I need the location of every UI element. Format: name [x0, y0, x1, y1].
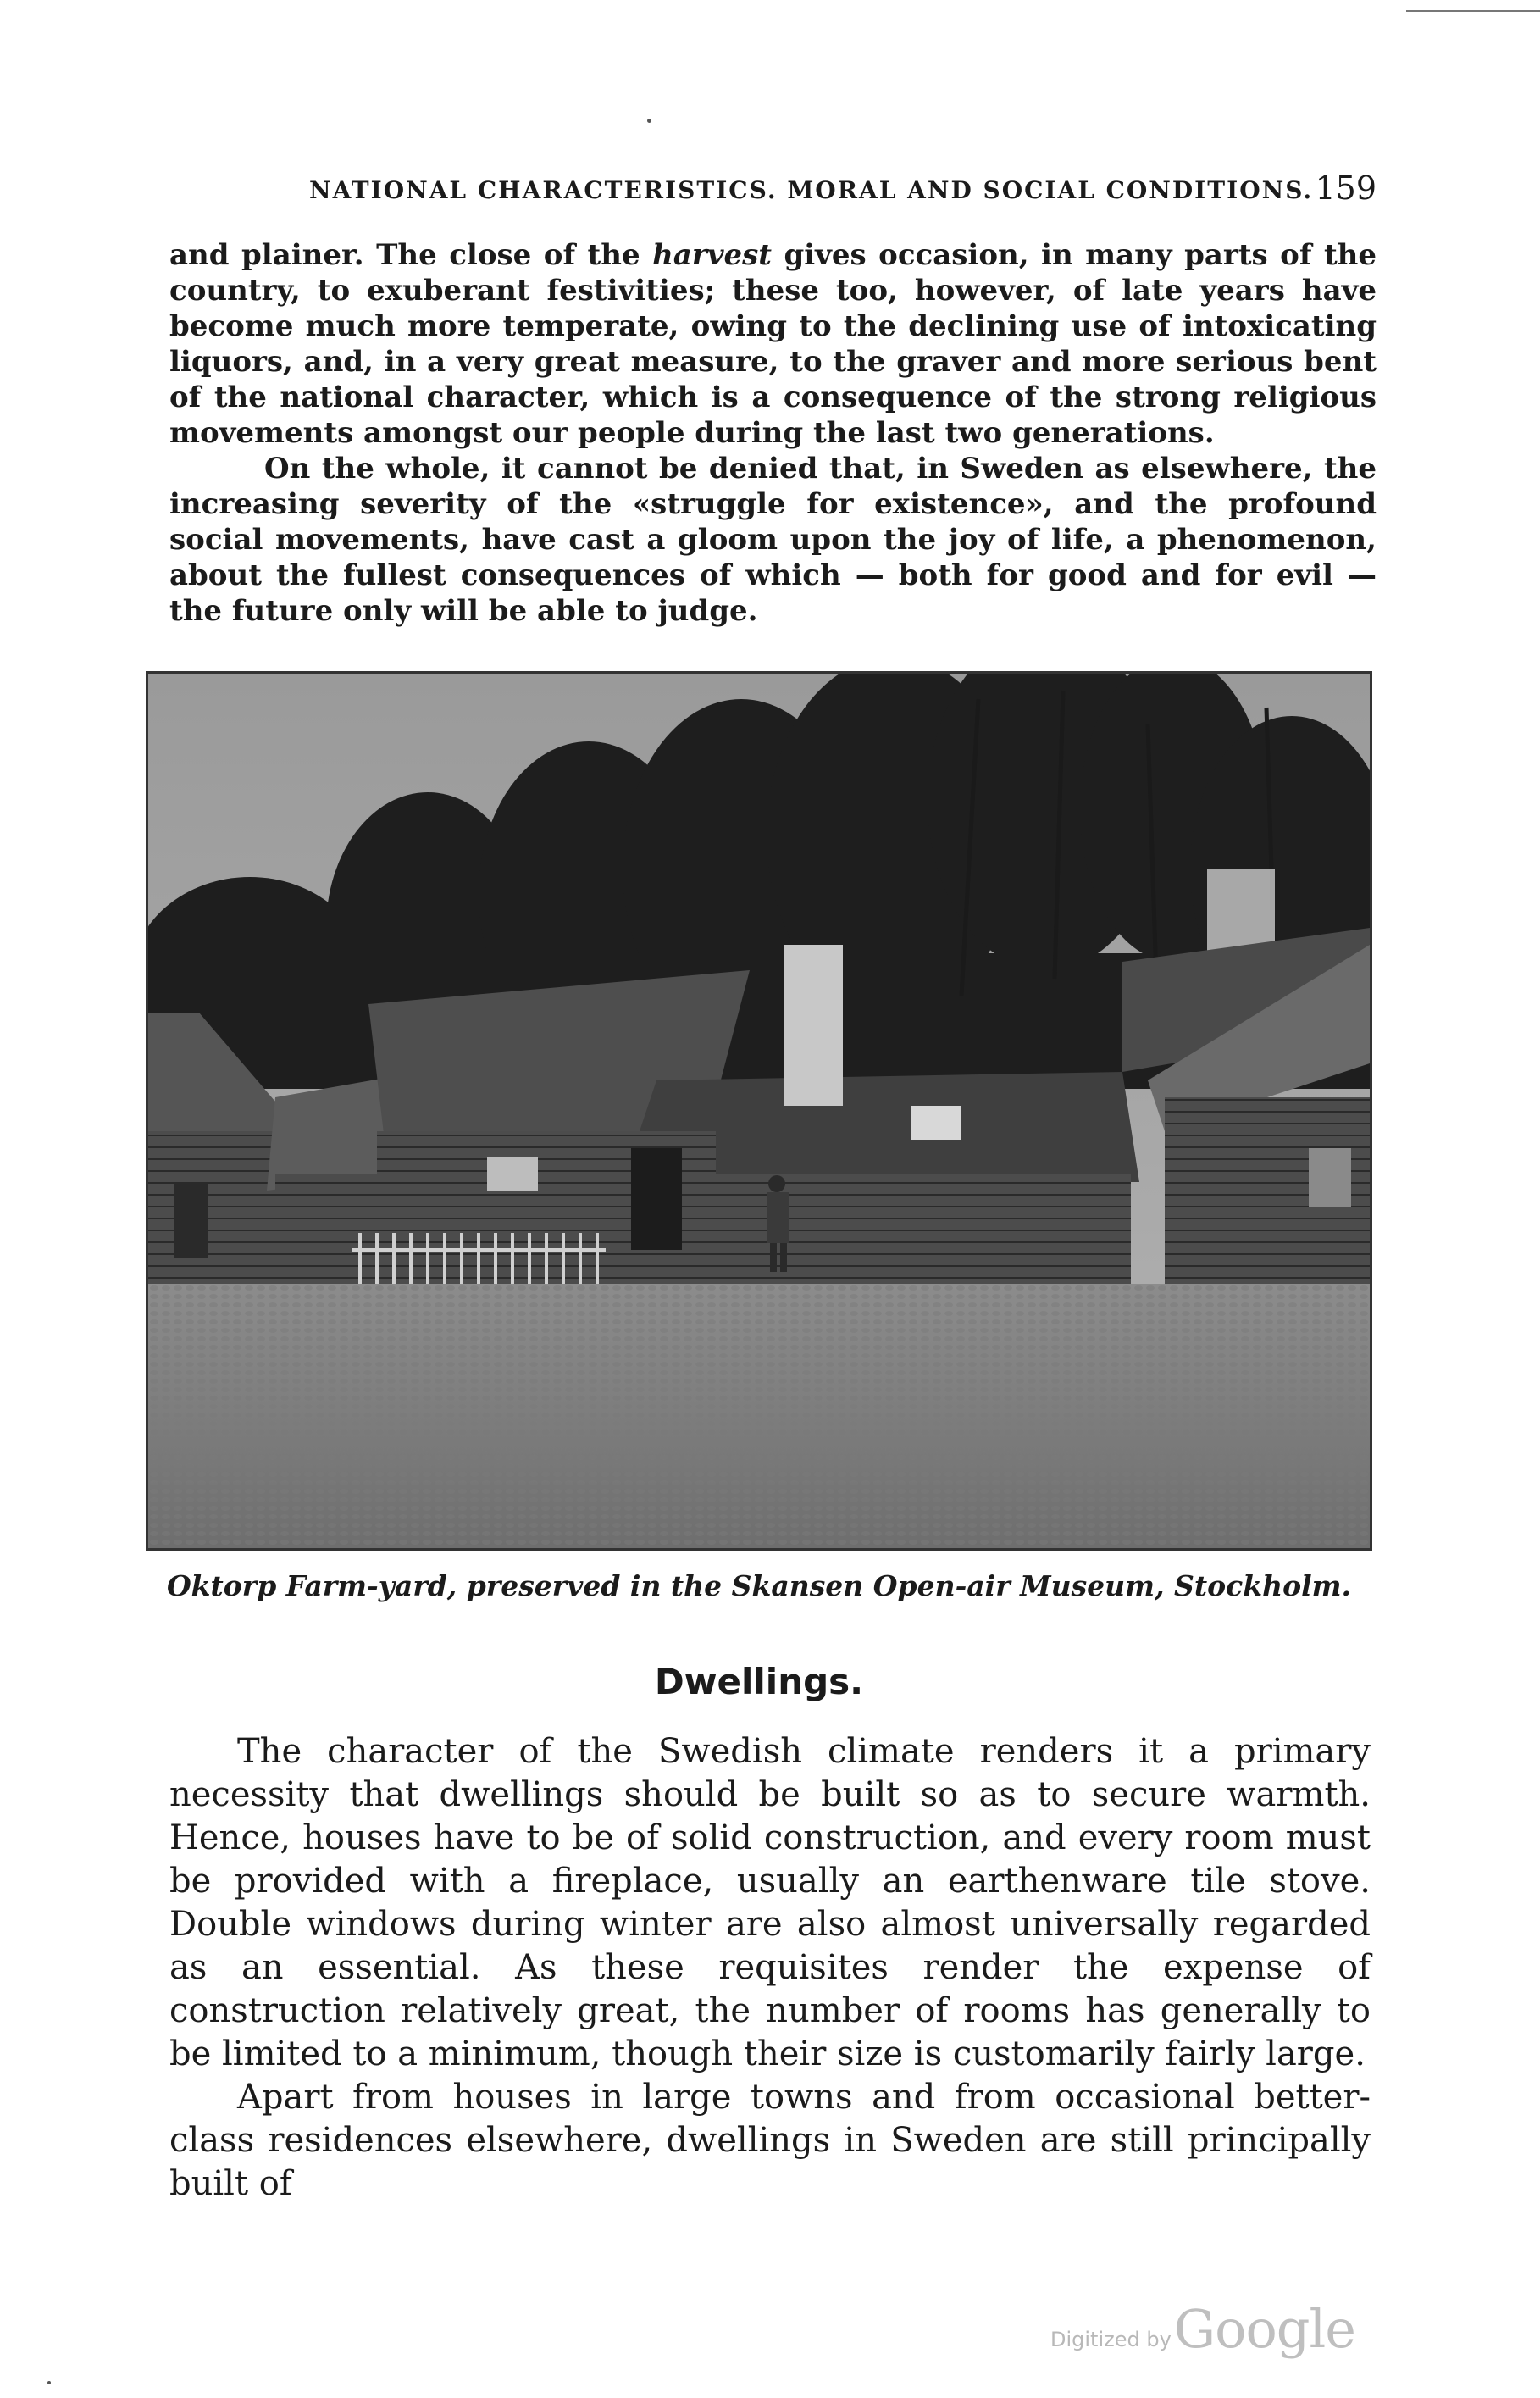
dust-speck [47, 2381, 51, 2384]
cobblestones [148, 1284, 1370, 1548]
page-number: 159 [1315, 169, 1377, 207]
emphasis-harvest: harvest [652, 238, 772, 272]
digitized-by-text: Digitized by [1050, 2328, 1172, 2351]
dust-speck [647, 119, 651, 123]
scan-edge-line [1406, 10, 1540, 12]
digitization-watermark [1050, 2298, 1372, 2360]
top-text-block [169, 237, 1377, 629]
paragraph: and plainer. The close of the harvest gives occasion, in many parts of the country, to exuberant festivities; these too, however, of late years have become much more temperate, owing to the declining use of intoxicating liquors, and, in a very great measure, to the graver and more serious bent of the national character, which is a consequence of the strong religious movements amongst our people during the last two generations. [169, 238, 1377, 450]
running-title: NATIONAL CHARACTERISTICS. MORAL AND SOCIAL CONDITIONS. [309, 176, 1314, 204]
photo-illustration [148, 674, 1370, 1548]
dwellings-text-block [169, 1730, 1371, 2206]
farmyard-photograph [146, 671, 1372, 1551]
running-header [309, 169, 1377, 212]
paragraph: On the whole, it cannot be denied that, in Sweden as elsewhere, the increasing severity of the «struggle for existence», and the profound social movements, have cast a gloom upon the joy of life, a phenomenon, about the fullest consequences of which — both for good and for evil — the future only will be able to judge. [169, 452, 1377, 628]
google-logo: Google [1173, 2298, 1355, 2360]
figure-caption: Oktorp Farm-yard, preserved in the Skansen Open-air Museum, Stockholm. [166, 1569, 1352, 1602]
paragraph: The character of the Swedish climate renders it a primary necessity that dwellings should be built so as to secure warmth. Hence, houses have to be of solid construction, and every room must be provided with a fireplace, usually an earthenware tile stove. Double windows during winter are also almost universally regarded as an essential. As these requisites render the expense of construction relatively great, the number of rooms has generally to be limited to a minimum, though their size is customarily fairly large. [169, 1732, 1371, 2073]
paragraph: Apart from houses in large towns and from occasional better-class residences elsewhere, dwellings in Sweden are still principally built of [169, 2078, 1371, 2203]
section-heading: Dwellings. [654, 1661, 864, 1702]
